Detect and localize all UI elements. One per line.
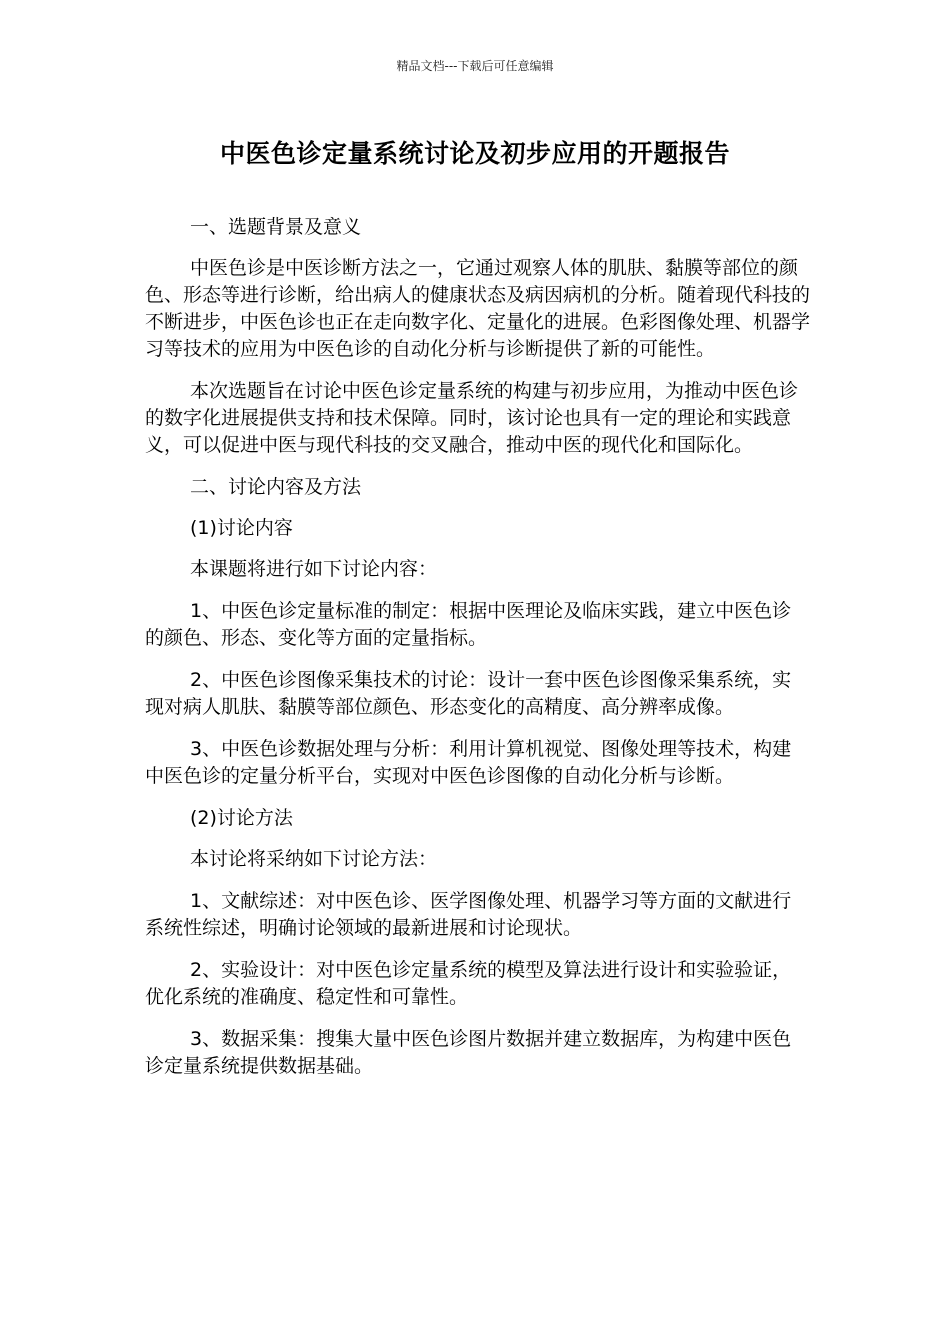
paragraph-content-intro: 本课题将进行如下讨论内容： [190, 558, 438, 580]
paragraph-background-1: 中医色诊是中医诊断方法之一，它通过观察人体的肌肤、黏膜等部位的颜色、形态等进行诊断，给出病人的健康状态及病因病机的分析。随着现代科技的不断进步，中医色诊也正在走向数字化、定量化的进展。色彩图像处理、机器学习等技术的应用为中医色诊的自动化分析与诊断提供了新的可能性。 [145, 257, 811, 360]
subsection-heading-methods: (2)讨论方法 [190, 807, 293, 829]
list-item-methods-3: 3、数据采集：搜集大量中医色诊图片数据并建立数据库，为构建中医色诊定量系统提供数据基础。 [145, 1028, 792, 1077]
section-heading-background: 一、选题背景及意义 [190, 216, 362, 238]
subsection-heading-content: (1)讨论内容 [190, 517, 293, 539]
list-item-methods-1: 1、文献综述：对中医色诊、医学图像处理、机器学习等方面的文献进行系统性综述，明确讨论领域的最新进展和讨论现状。 [145, 890, 792, 939]
list-item-content-2: 2、中医色诊图像采集技术的讨论：设计一套中医色诊图像采集系统，实现对病人肌肤、黏膜等部位颜色、形态变化的高精度、高分辨率成像。 [145, 669, 792, 718]
document-body [145, 214, 810, 1095]
document-title: 中医色诊定量系统讨论及初步应用的开题报告 [219, 139, 730, 168]
page-header: 精品文档---下载后可任意编辑 [396, 59, 554, 73]
list-item-content-3: 3、中医色诊数据处理与分析：利用计算机视觉、图像处理等技术，构建中医色诊的定量分析平台，实现对中医色诊图像的自动化分析与诊断。 [145, 738, 792, 787]
paragraph-background-2: 本次选题旨在讨论中医色诊定量系统的构建与初步应用，为推动中医色诊的数字化进展提供支持和技术保障。同时，该讨论也具有一定的理论和实践意义，可以促进中医与现代科技的交叉融合，推动中医的现代化和国际化。 [145, 380, 799, 456]
list-item-methods-2: 2、实验设计：对中医色诊定量系统的模型及算法进行设计和实验验证，优化系统的准确度、稳定性和可靠性。 [145, 959, 792, 1008]
list-item-content-1: 1、中医色诊定量标准的制定：根据中医理论及临床实践，建立中医色诊的颜色、形态、变化等方面的定量指标。 [145, 600, 792, 649]
paragraph-methods-intro: 本讨论将采纳如下讨论方法： [190, 848, 438, 870]
section-heading-content-methods: 二、讨论内容及方法 [190, 476, 362, 498]
